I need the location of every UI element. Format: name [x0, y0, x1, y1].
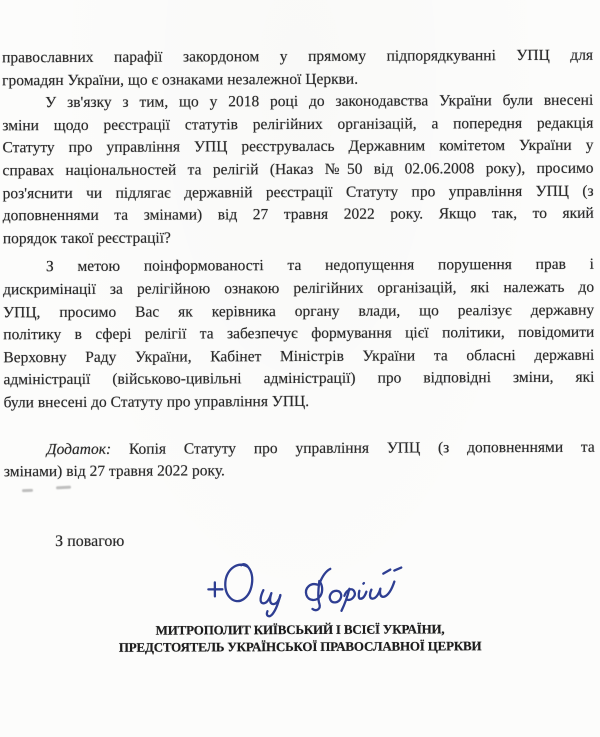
body-line: Статуту про управління УПЦ реєструвалась Державним комітетом України у	[2, 137, 594, 157]
signature-ink-strokes	[202, 557, 417, 618]
body-line: Верховну Раду України, Кабінет Міністрів України та обласні державні	[3, 346, 595, 367]
body-line: роз'яснити чи підлягає державній реєстрації Статуту про управління УПЦ (з	[2, 182, 594, 202]
body-line: УПЦ, просимо Вас як керівника органу влади, що реалізує державну	[3, 301, 595, 321]
paragraph-notification	[3, 254, 595, 415]
paragraph-continuation	[2, 45, 593, 93]
paragraph-registration	[2, 90, 594, 251]
handwritten-signature	[202, 557, 417, 618]
body-line: дискримінації за релігійною ознакою релігійних організацій, які належать до	[3, 278, 595, 299]
body-line: справах національностей та релігій (Наказ №50 від 02.06.2008 року), просимо	[2, 159, 594, 180]
body-line: громадян України, що є ознаками незалежної Церкви.	[2, 70, 359, 89]
body-line: зміни щодо реєстрації статутів релігійних організацій, а попередня редакція	[2, 114, 594, 135]
body-line: З метою поінформованості та недопущення порушення прав і	[45, 256, 594, 276]
body-line: змінами) від 27 травня 2022 року.	[3, 462, 225, 481]
annex-text: Копія Статуту про управління УПЦ (з доповненнями та	[111, 438, 595, 458]
signoff-line-title: МИТРОПОЛИТ КИЇВСЬКИЙ І ВСІЄЇ УКРАЇНИ,	[155, 621, 445, 638]
body-line: були внесені до Статуту про управління УПЦ.	[3, 392, 310, 412]
body-line	[4, 436, 595, 461]
body-line: адміністрації (військово-цивільні адміністрації) про відповідні зміни, які	[3, 369, 595, 389]
body-line: порядок такої реєстрації?	[2, 229, 171, 248]
body-line: політику в сфері релігії та забезпечує формування цієї політики, повідомити	[3, 323, 595, 344]
annex-paragraph	[4, 436, 595, 484]
body-line: доповненнями та змінами) від 27 травня 2022 року. Якщо так, то який	[2, 204, 594, 225]
body-line: православних парафії закордоном у прямому підпорядкуванні УПЦ для	[2, 46, 594, 67]
body-line: У зв'язку з тим, що у 2018 році до законодавства України були внесені	[45, 91, 594, 112]
signature-block-title	[5, 619, 596, 656]
letter-body	[2, 45, 596, 656]
closing-salutation: З повагою	[55, 532, 125, 550]
scan-artifact	[22, 489, 33, 492]
annex-label: Додаток:	[46, 440, 112, 458]
signoff-line-role: ПРЕДСТОЯТЕЛЬ УКРАЇНСЬКОЇ ПРАВОСЛАВНОЇ ЦЕРКВИ	[118, 637, 482, 655]
